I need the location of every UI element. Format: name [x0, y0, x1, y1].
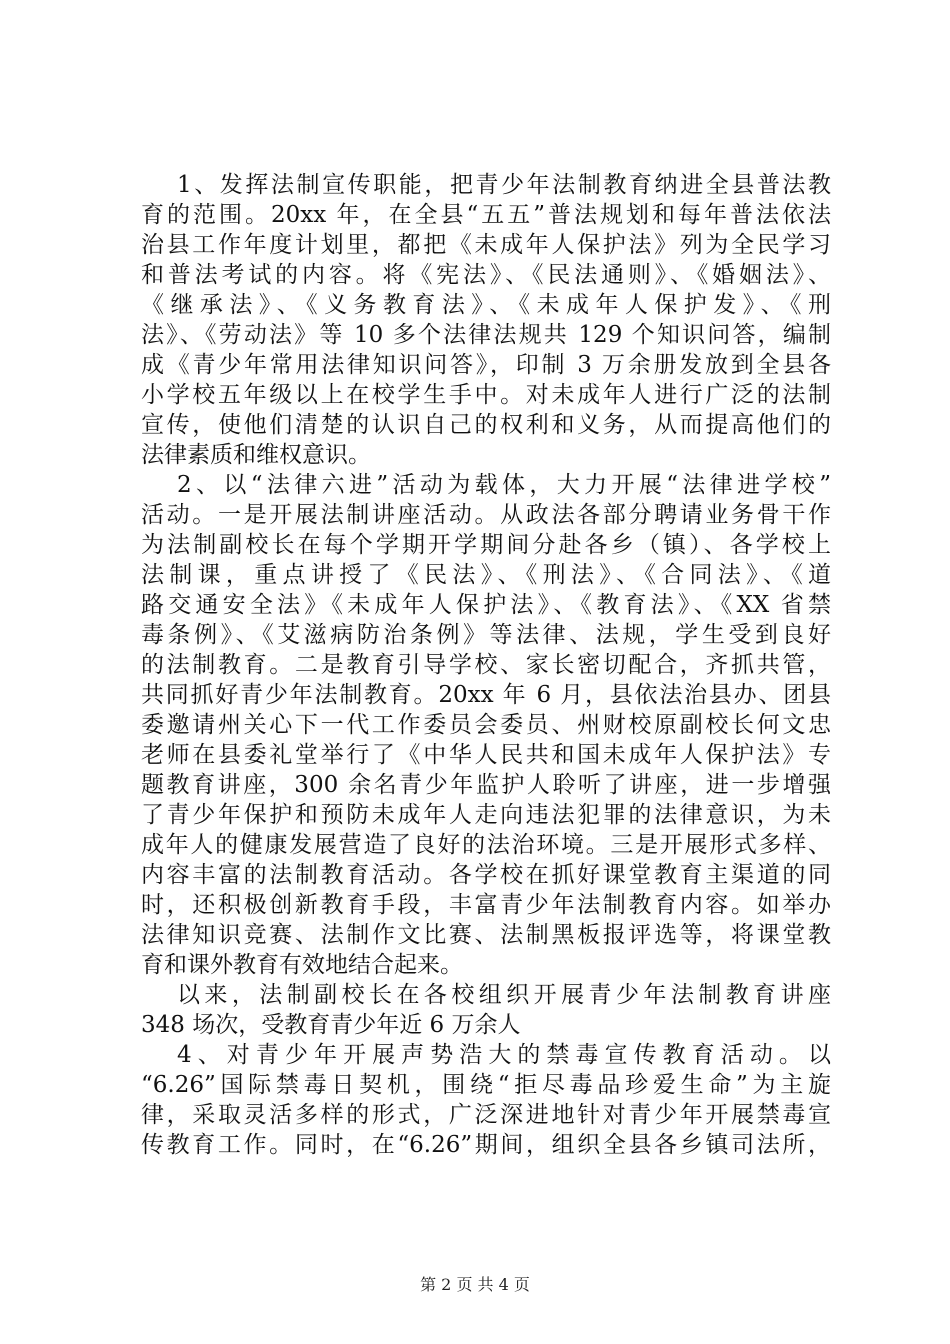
- paragraph-2-line-3: 为法制副校长在每个学期开学期间分赴各乡（镇）、各学校上: [141, 532, 831, 558]
- paragraph-2-line-11: 题教育讲座，300 余名青少年监护人聆听了讲座，进一步增强: [141, 772, 831, 798]
- paragraph-4-line-4: 传教育工作。同时，在“6.26”期间，组织全县各乡镇司法所，: [141, 1132, 831, 1158]
- paragraph-2-line-1: 2、以“法律六进”活动为载体，大力开展“法律进学校”: [177, 472, 831, 498]
- paragraph-1-line-9: 宣传，使他们清楚的认识自己的权利和义务，从而提高他们的: [141, 412, 831, 438]
- paragraph-2-line-16: 法律知识竞赛、法制作文比赛、法制黑板报评选等，将课堂教: [141, 922, 831, 948]
- paragraph-4-line-3: 律，采取灵活多样的形式，广泛深进地针对青少年开展禁毒宣: [141, 1102, 831, 1128]
- paragraph-1-line-8: 小学校五年级以上在校学生手中。对未成年人进行广泛的法制: [141, 382, 831, 408]
- paragraph-1-line-6: 法》、《劳动法》等 10 多个法律法规共 129 个知识问答，编制: [141, 322, 831, 348]
- paragraph-3-line-1: 以来，法制副校长在各校组织开展青少年法制教育讲座: [177, 982, 831, 1008]
- paragraph-1-line-3: 治县工作年度计划里，都把《未成年人保护法》列为全民学习: [141, 232, 831, 258]
- paragraph-2-line-9: 委邀请州关心下一代工作委员会委员、州财校原副校长何文忠: [141, 712, 831, 738]
- paragraph-1-line-7: 成《青少年常用法律知识问答》，印制 3 万余册发放到全县各: [141, 352, 831, 378]
- paragraph-2-line-12: 了青少年保护和预防未成年人走向违法犯罪的法律意识，为未: [141, 802, 831, 828]
- paragraph-4-line-2: “6.26”国际禁毒日契机，围绕“拒尽毒品珍爱生命”为主旋: [141, 1072, 831, 1098]
- paragraph-2-line-15: 时，还积极创新教育手段，丰富青少年法制教育内容。如举办: [141, 892, 831, 918]
- paragraph-3-line-2: 348 场次，受教育青少年近 6 万余人: [141, 1012, 521, 1038]
- paragraph-2-line-14: 内容丰富的法制教育活动。各学校在抓好课堂教育主渠道的同: [141, 862, 831, 888]
- paragraph-1-line-2: 育的范围。20xx 年，在全县“五五”普法规划和每年普法依法: [141, 202, 831, 228]
- paragraph-2-line-2: 活动。一是开展法制讲座活动。从政法各部分聘请业务骨干作: [141, 502, 831, 528]
- paragraph-2-line-4: 法制课，重点讲授了《民法》、《刑法》、《合同法》、《道: [141, 562, 831, 588]
- paragraph-2-line-7: 的法制教育。二是教育引导学校、家长密切配合，齐抓共管，: [141, 652, 831, 678]
- paragraph-2-line-6: 毒条例》、《艾滋病防治条例》等法律、法规，学生受到良好: [141, 622, 831, 648]
- paragraph-2-line-5: 路交通安全法》《未成年人保护法》、《教育法》、《XX 省禁: [141, 592, 831, 618]
- page-number-footer: 第 2 页 共 4 页: [420, 1275, 530, 1294]
- paragraph-1-line-1: 1、发挥法制宣传职能，把青少年法制教育纳进全县普法教: [177, 172, 831, 198]
- paragraph-2-line-13: 成年人的健康发展营造了良好的法治环境。三是开展形式多样、: [141, 832, 831, 858]
- paragraph-4-line-1: 4、对青少年开展声势浩大的禁毒宣传教育活动。以: [177, 1042, 831, 1068]
- paragraph-2-line-10: 老师在县委礼堂举行了《中华人民共和国未成年人保护法》专: [141, 742, 831, 768]
- paragraph-2-line-8: 共同抓好青少年法制教育。20xx 年 6 月，县依法治县办、团县: [141, 682, 831, 708]
- paragraph-2-line-17: 育和课外教育有效地结合起来。: [141, 952, 463, 978]
- paragraph-1-line-5: 《继承法》、《义务教育法》、《未成年人保护发》、《刑: [141, 292, 831, 318]
- paragraph-1-line-4: 和普法考试的内容。将《宪法》、《民法通则》、《婚姻法》、: [141, 262, 831, 288]
- paragraph-1-line-10: 法律素质和维权意识。: [141, 442, 371, 468]
